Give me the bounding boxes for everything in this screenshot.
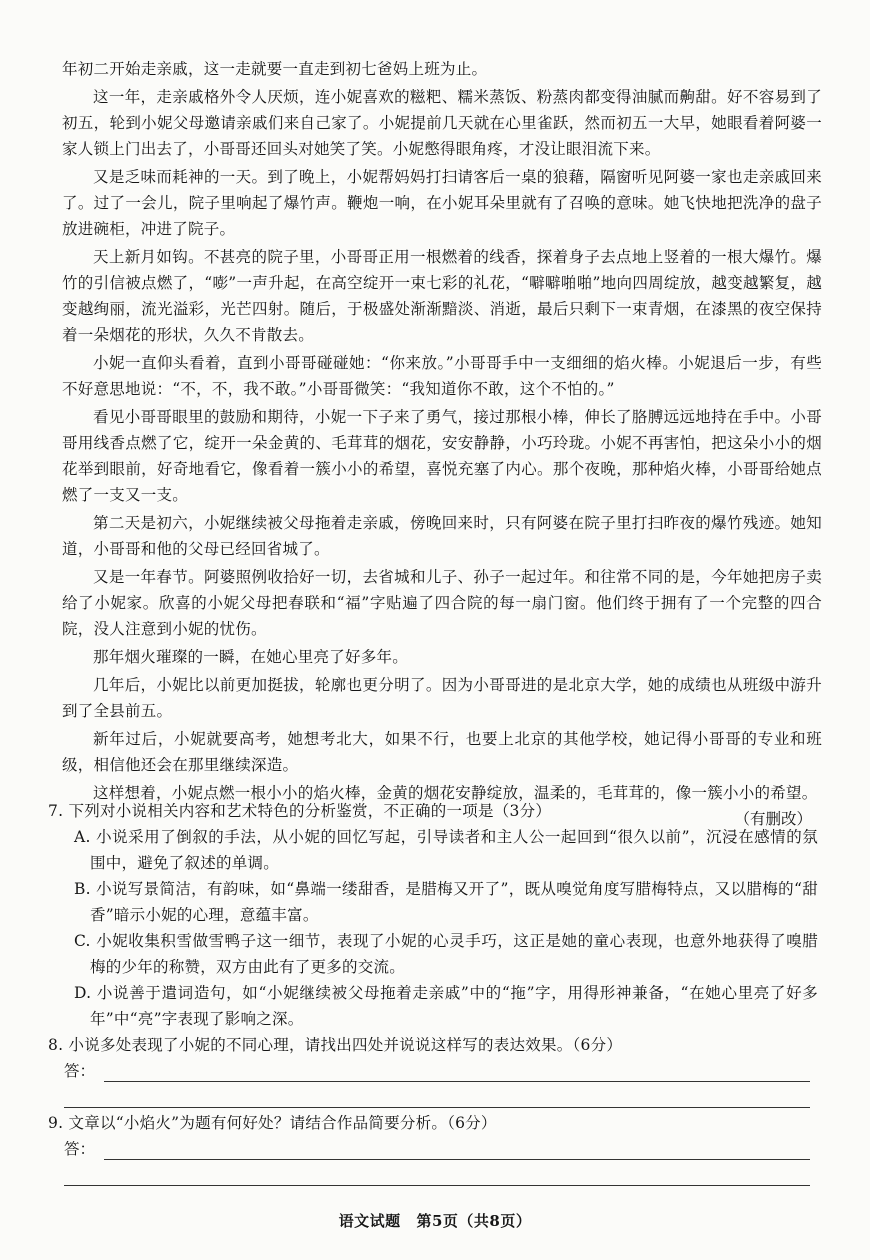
footer-page-number: 第5页（共8页） (416, 1212, 532, 1230)
answer-rule (64, 1185, 810, 1186)
passage-paragraph: 看见小哥哥眼里的鼓励和期待，小妮一下子来了勇气，接过那根小棒，伸长了胳膊远远地持在手中。小哥哥用线香点燃了它，绽开一朵金黄的、毛茸茸的烟花，安安静静，小巧玲珑。小妮不再害怕，把这朵小小的烟花举到眼前，好奇地看它，像看着一簇小小的希望，喜悦充塞了内心。那个夜晚，那种焰火棒，小哥哥给她点燃了一支又一支。 (62, 408, 822, 504)
passage-paragraph: 这一年，走亲戚格外令人厌烦，连小妮喜欢的糍粑、糯米蒸饭、粉蒸肉都变得油腻而齁甜。好不容易到了初五，轮到小妮父母邀请亲戚们来自己家了。小妮提前几天就在心里雀跃，然而初五一大早，她眼看着阿婆一家人锁上门出去了，小哥哥还回头对她笑了笑。小妮憋得眼角疼，才没让眼泪流下来。 (62, 88, 822, 158)
passage-paragraph: 那年烟火璀璨的一瞬，在她心里亮了好多年。 (93, 648, 409, 666)
answer-area-8-line-2[interactable] (64, 1084, 818, 1110)
passage-paragraph: 第二天是初六，小妮继续被父母拖着走亲戚，傍晚回来时，只有阿婆在院子里打扫昨夜的爆竹残迹。她知道，小哥哥和他的父母已经回省城了。 (62, 514, 822, 558)
questions-section (48, 798, 818, 1188)
passage-paragraph: 天上新月如钩。不甚亮的院子里，小哥哥正用一根燃着的线香，探着身子去点地上竖着的一根大爆竹。爆竹的引信被点燃了，“嘭”一声升起，在高空绽开一束七彩的礼花，“噼噼啪啪”地向四周绽放，越变越繁复，越变越绚丽，流光溢彩，光芒四射。随后，于极盛处渐渐黯淡、消逝，最后只剩下一束青烟，在漆黑的夜空保持着一朵烟花的形状，久久不肯散去。 (62, 248, 822, 344)
question-9-stem: 9. 文章以“小焰火”为题有何好处？请结合作品简要分析。（6分） (48, 1114, 497, 1132)
question-9 (48, 1110, 818, 1188)
answer-area-9-line-2[interactable] (64, 1162, 818, 1188)
answer-rule (104, 1081, 810, 1082)
footer-subject: 语文试题 (338, 1212, 401, 1230)
passage-paragraph: 又是一年春节。阿婆照例收拾好一切，去省城和儿子、孙子一起过年。和往常不同的是，今年她把房子卖给了小妮家。欣喜的小妮父母把春联和“福”字贴遍了四合院的每一扇门窗。他们终于拥有了一个完整的四合院，没人注意到小妮的忧伤。 (62, 568, 822, 638)
option-a: A. 小说采用了倒叙的手法，从小妮的回忆写起，引导读者和主人公一起回到“很久以前”，沉浸在感情的氛围中，避免了叙述的单调。 (74, 828, 818, 872)
source-note: （有删改） (734, 810, 812, 828)
answer-area-8[interactable] (64, 1058, 818, 1084)
passage-paragraph: 新年过后，小妮就要高考，她想考北大，如果不行，也要上北京的其他学校，她记得小哥哥的专业和班级，相信他还会在那里继续深造。 (62, 730, 822, 774)
question-7 (48, 798, 818, 1032)
answer-rule (64, 1107, 810, 1108)
page-footer (0, 1210, 870, 1231)
question-7-stem: 7. 下列对小说相关内容和艺术特色的分析鉴赏，不正确的一项是（3分） (48, 802, 552, 820)
answer-area-9[interactable] (64, 1136, 818, 1162)
reading-passage (62, 56, 822, 832)
answer-label: 答： (64, 1062, 96, 1080)
answer-rule (104, 1159, 810, 1160)
question-8-stem: 8. 小说多处表现了小妮的不同心理，请找出四处并说说这样写的表达效果。（6分） (48, 1036, 623, 1054)
option-c: C. 小妮收集积雪做雪鸭子这一细节，表现了小妮的心灵手巧，这正是她的童心表现，也意外地获得了嗅腊梅的少年的称赞，双方由此有了更多的交流。 (74, 932, 818, 976)
passage-paragraph: 又是乏味而耗神的一天。到了晚上，小妮帮妈妈打扫请客后一桌的狼藉，隔窗听见阿婆一家也走亲戚回来了。过了一会儿，院子里响起了爆竹声。鞭炮一响，在小妮耳朵里就有了召唤的意味。她飞快地把洗净的盘子放进碗柜，冲进了院子。 (62, 168, 822, 238)
option-b: B. 小说写景简洁，有韵味，如“鼻端一缕甜香，是腊梅又开了”，既从嗅觉角度写腊梅特点，又以腊梅的“甜香”暗示小妮的心理，意蕴丰富。 (74, 880, 818, 924)
answer-label: 答： (64, 1140, 96, 1158)
question-8 (48, 1032, 818, 1110)
passage-paragraph: 这样想着，小妮点燃一根小小的焰火棒，金黄的烟花安静绽放，温柔的，毛茸茸的，像一簇小小的希望。 (93, 784, 818, 802)
option-d: D. 小说善于遣词造句，如“小妮继续被父母拖着走亲戚”中的“拖”字，用得形神兼备，“在她心里亮了好多年”中“亮”字表现了影响之深。 (74, 984, 818, 1028)
passage-paragraph: 小妮一直仰头看着，直到小哥哥碰碰她：“你来放。”小哥哥手中一支细细的焰火棒。小妮退后一步，有些不好意思地说：“不，不，我不敢。”小哥哥微笑：“我知道你不敢，这个不怕的。” (62, 354, 822, 398)
passage-paragraph: 年初二开始走亲戚，这一走就要一直走到初七爸妈上班为止。 (62, 60, 488, 78)
passage-paragraph: 几年后，小妮比以前更加挺拔，轮廓也更分明了。因为小哥哥进的是北京大学，她的成绩也从班级中游升到了全县前五。 (62, 676, 822, 720)
